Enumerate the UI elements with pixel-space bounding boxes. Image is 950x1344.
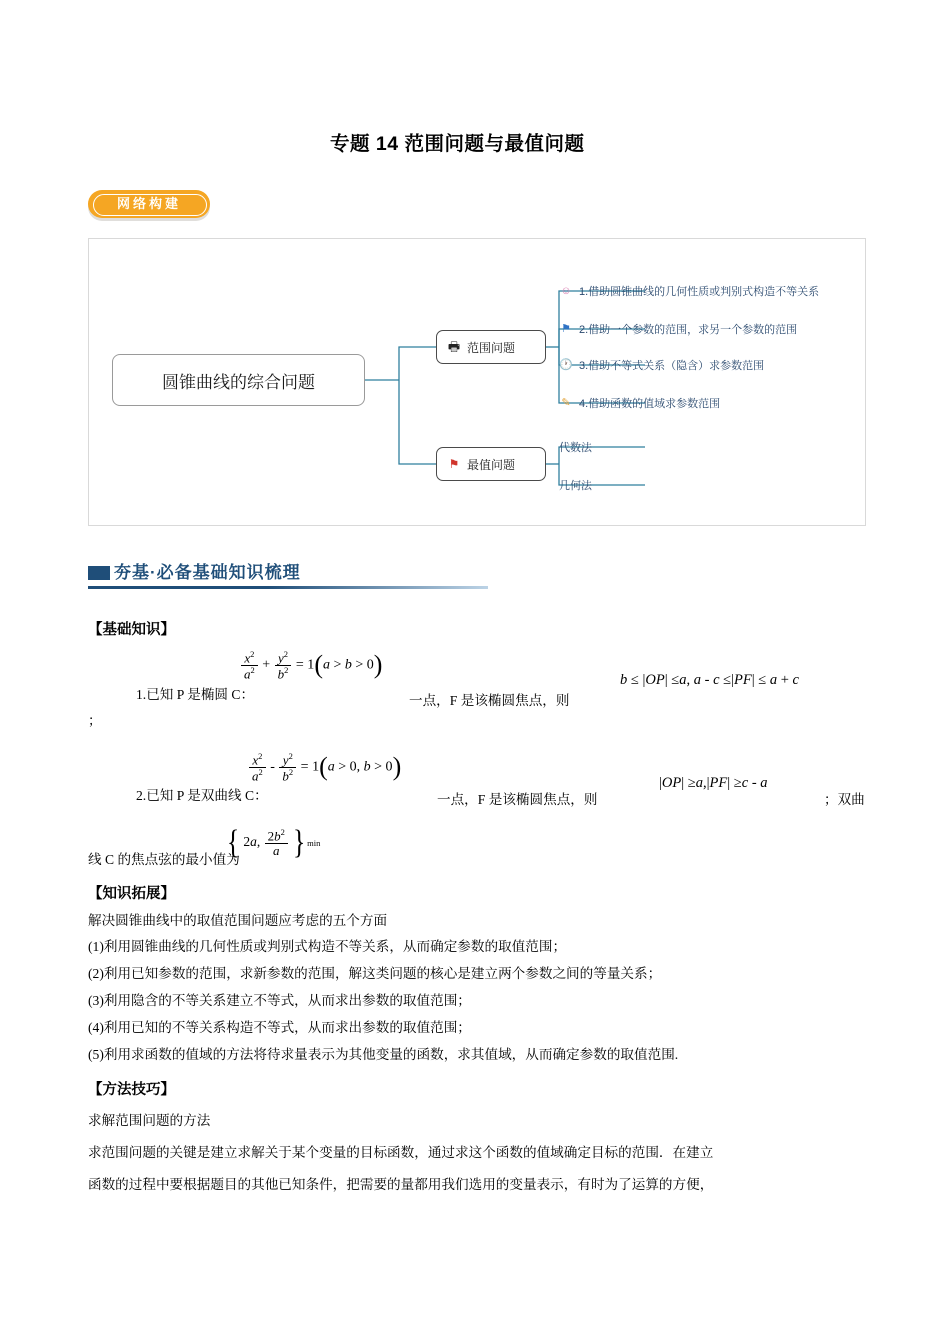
extension-item-2: (2)利用已知参数的范围，求新参数的范围，解这类问题的核心是建立两个参数之间的等量关系；	[88, 966, 662, 981]
mindmap-leaf-label: 4.借助函数的值域求参数范围	[579, 398, 721, 410]
method-paragraph-line-2: 函数的过程中要根据题目的其他已知条件，把需要的量都用我们选用的变量表示，有时为了运算的方便，	[88, 1177, 714, 1192]
basics-item1-tail: ；	[88, 713, 102, 728]
basics-item1-lead: 1.已知 P 是椭圆 C：	[136, 687, 255, 702]
mindmap-node-range-label: 范围问题	[467, 340, 516, 355]
heading-marker	[88, 566, 110, 580]
badge-label: 网络构建	[116, 196, 181, 211]
mindmap-leaf-label: 代数法	[559, 442, 592, 454]
mindmap-leaf-extreme-1	[559, 439, 592, 455]
pencil-icon: ✎	[561, 397, 571, 409]
clock-icon: 🕐	[559, 359, 573, 371]
mindmap-node-range	[436, 330, 546, 364]
extension-intro: 解决圆锥曲线中的取值范围问题应考虑的五个方面	[88, 913, 388, 928]
method-paragraph-line-1: 求范围问题的关键是建立求解关于某个变量的目标函数，通过求这个函数的值域确定目标的范围．在建立	[88, 1145, 714, 1160]
mindmap-leaf-label: 1.借助圆锥曲线的几何性质或判别式构造不等关系	[579, 286, 820, 298]
basics-item2-hyperbola-equation: $\frac{x^2}{a^2}$ - $\frac{y^2}{b^2}$ = 1(a > 0, b > 0)	[248, 752, 401, 783]
extension-item-1: (1)利用圆锥曲线的几何性质或判别式构造不等关系，从而确定参数的取值范围；	[88, 939, 567, 954]
flag-icon: ⚑	[561, 323, 571, 335]
mindmap-leaf-range-2	[559, 321, 797, 337]
mindmap-node-extreme	[436, 447, 546, 481]
basics-item1-ellipse-equation: $\frac{x^2}{a^2}$ + $\frac{y^2}{b^2}$ = 1(a > b > 0)	[240, 650, 382, 681]
basics-item2-result: |OP| ≥a,|PF| ≥c - a	[659, 775, 768, 791]
mindmap-root-node	[112, 354, 365, 406]
basics-item2-tail: ；双曲	[824, 792, 865, 807]
extension-item-4: (4)利用已知的不等关系构造不等式，从而求出参数的取值范围；	[88, 1020, 471, 1035]
mindmap-leaf-range-3	[559, 357, 764, 373]
printer-icon: 🖶	[447, 339, 461, 354]
extension-item-5: (5)利用求函数的值域的方法将待求量表示为其他变量的函数，求其值域，从而确定参数的取值范围.	[88, 1047, 679, 1062]
red-flag-icon: ⚑	[448, 457, 460, 471]
mindmap-leaf-label: 2.借助一个参数的范围，求另一个参数的范围	[579, 324, 798, 336]
extension-item-3: (3)利用隐含的不等关系建立不等式，从而求出参数的取值范围；	[88, 993, 471, 1008]
mindmap-leaf-range-4	[559, 395, 720, 411]
extension-heading: 【知识拓展】	[88, 886, 175, 902]
section-heading-basics	[88, 558, 508, 592]
basics-item1-result: b ≤ |OP| ≤a, a - c ≤|PF| ≤ a + c	[620, 672, 799, 688]
mindmap-node-extreme-label: 最值问题	[467, 457, 516, 472]
basics-item2-mid: 一点，F 是该椭圆焦点，则	[437, 792, 598, 807]
mindmap-container	[88, 238, 866, 526]
basics-item2-min-set: { 2a, $\frac{2b^2}{a}$ } min	[227, 823, 321, 861]
page-title: 专题 14 范围问题与最值问题	[330, 133, 585, 155]
heading-rule	[88, 586, 488, 589]
smiley-icon: ☺	[560, 285, 572, 297]
section-badge-network	[88, 190, 210, 222]
heading-label: 夯基·必备基础知识梳理	[114, 563, 301, 582]
mindmap-root-label: 圆锥曲线的综合问题	[162, 372, 315, 392]
basics-item2-lead: 2.已知 P 是双曲线 C：	[136, 788, 268, 803]
basics-item1-mid: 一点，F 是该椭圆焦点，则	[409, 693, 570, 708]
mindmap-leaf-label: 3.借助不等式关系（隐含）求参数范围	[579, 360, 765, 372]
method-subheading: 求解范围问题的方法	[88, 1113, 211, 1128]
basics-heading: 【基础知识】	[88, 622, 175, 638]
mindmap-leaf-label: 几何法	[559, 480, 592, 492]
mindmap-leaf-range-1	[559, 283, 819, 299]
method-heading: 【方法技巧】	[88, 1082, 175, 1098]
basics-item2-line2-lead: 线 C 的焦点弦的最小值为	[88, 852, 240, 867]
mindmap-leaf-extreme-2	[559, 477, 592, 493]
